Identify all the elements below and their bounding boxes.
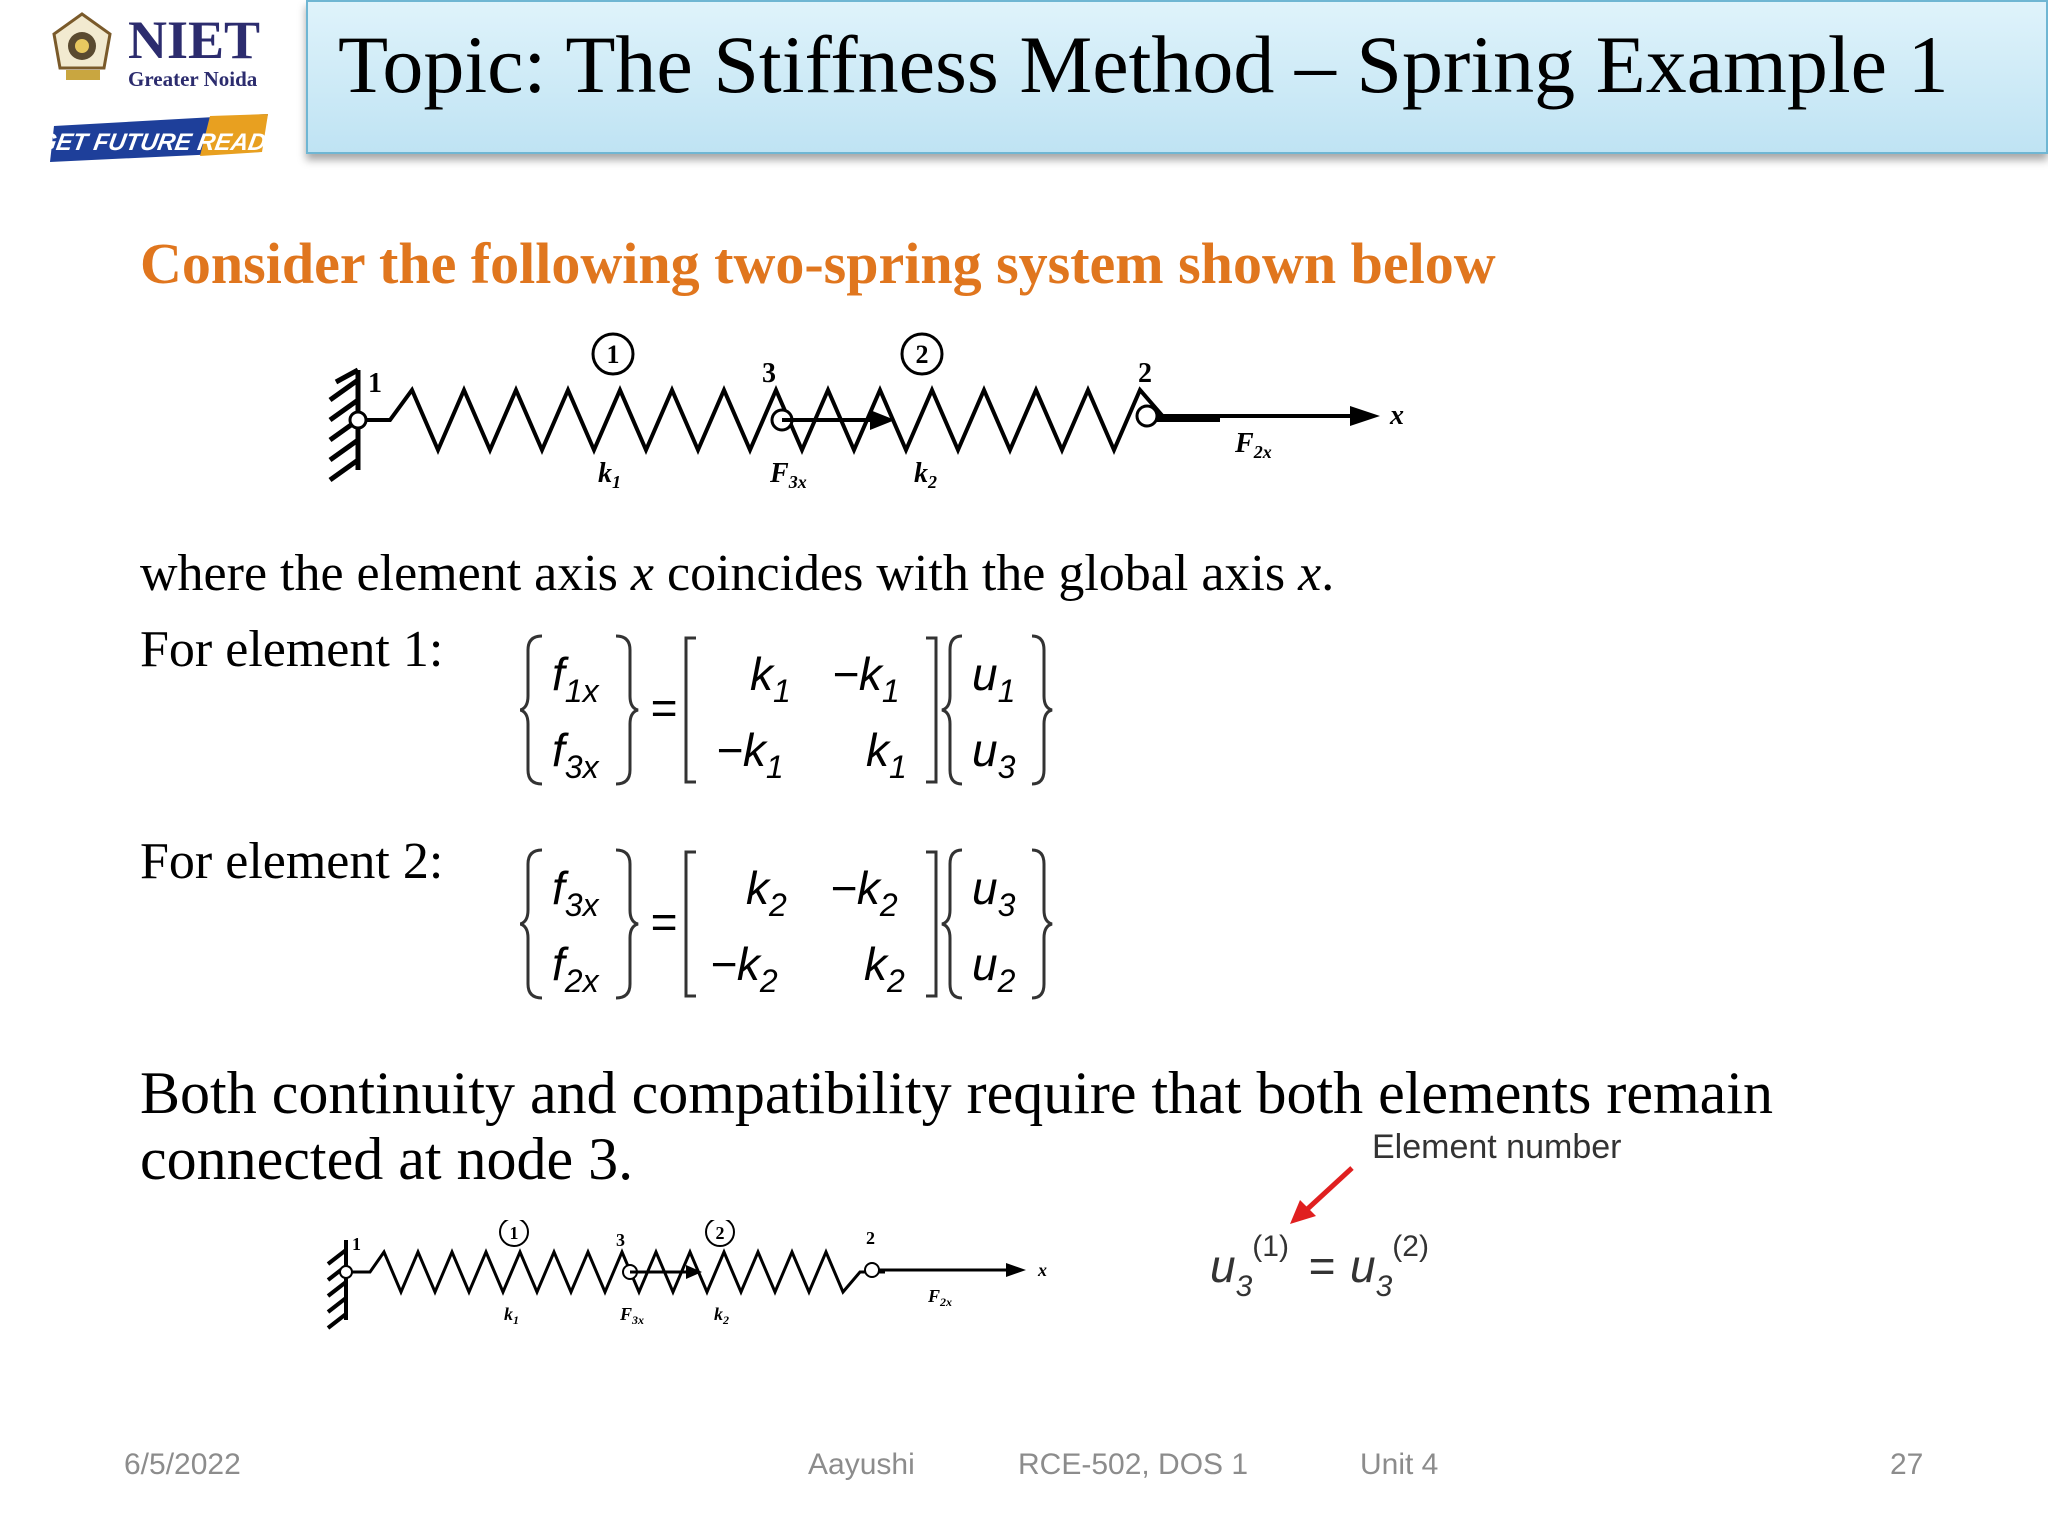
node-1-label: 1	[368, 368, 382, 399]
logo-name: NIET	[128, 10, 261, 70]
footer-course: RCE-502, DOS 1	[1018, 1448, 1249, 1481]
logo-location: Greater Noida	[128, 67, 258, 91]
element-1-label: For element 1:	[140, 621, 444, 678]
eq1-u-bot: $u_3$	[972, 724, 1016, 785]
eq2-f-top: $f_{3x}$	[552, 862, 599, 923]
svg-text:k1: $k_1$	[504, 1304, 519, 1327]
svg-text:F3x: $F_{3x}$	[620, 1304, 645, 1327]
f2x-label: $F_{2x}$	[1235, 428, 1272, 462]
footer-unit: Unit 4	[1360, 1448, 1439, 1481]
element-2-equation	[520, 844, 1060, 1004]
element-1-equation	[520, 630, 1060, 790]
eq1-m21: $-k_1$	[716, 724, 784, 785]
eq2-u-top: $u_3$	[972, 862, 1016, 923]
footer-author: Aayushi	[808, 1448, 915, 1481]
element-number-annotation: Element number	[1372, 1128, 1622, 1166]
eq2-u-bot: $u_2$	[972, 938, 1016, 999]
node-1-marker	[350, 412, 366, 428]
slide-title: Topic: The Stiffness Method – Spring Example 1	[338, 19, 1949, 110]
axis-x-label: x	[1390, 400, 1404, 431]
svg-text:F2x: $F_{2x}$	[928, 1286, 953, 1309]
svg-text:u3(2): $u_3^{(2)}$	[1350, 1230, 1429, 1303]
logo-tagline: GET FUTURE READY	[40, 129, 285, 156]
k1-label: $k_1$	[598, 458, 621, 492]
continuity-line-2: connected at node 3.	[140, 1126, 634, 1192]
x-axis-arrow	[1350, 406, 1380, 426]
continuity-line-1: Both continuity and compatibility require that both elements remain	[140, 1060, 1773, 1126]
eq2-m21: $-k_2$	[710, 938, 778, 999]
svg-text:1: 1	[606, 340, 620, 369]
eq1-u-top: $u_1$	[972, 648, 1016, 709]
niet-emblem-icon	[40, 6, 290, 176]
eq2-f-bot: $f_{2x}$	[552, 938, 599, 999]
svg-text:u3(1): $u_3^{(1)}$	[1210, 1230, 1289, 1303]
svg-text:2: 2	[715, 1223, 725, 1243]
title-banner	[306, 0, 2048, 154]
svg-text:1: 1	[509, 1223, 519, 1243]
slide-footer	[0, 1440, 2048, 1490]
svg-text:2: 2	[866, 1228, 875, 1248]
axis-statement: where the element axis x coincides with the global axis x.	[140, 545, 1335, 602]
two-spring-diagram-small	[320, 1220, 1060, 1340]
k2-label: $k_2$	[914, 458, 937, 492]
eq1-m12: $-k_1$	[832, 648, 900, 709]
element-2-label: For element 2:	[140, 833, 444, 890]
svg-text:2: 2	[915, 340, 929, 369]
eq1-m11: $k_1$	[750, 648, 791, 709]
svg-text:x: x	[1038, 1260, 1047, 1280]
niet-logo	[40, 6, 290, 176]
svg-text:1: 1	[352, 1234, 361, 1254]
eq1-f-top: $f_{1x}$	[552, 648, 599, 709]
eq1-equals: =	[650, 682, 677, 734]
eq2-m11: $k_2$	[746, 862, 787, 923]
svg-text:3: 3	[616, 1230, 625, 1250]
node-3-label: 3	[762, 358, 776, 389]
eq2-equals: =	[650, 896, 677, 948]
two-spring-diagram	[320, 330, 1440, 500]
node-2-marker	[1137, 406, 1157, 426]
footer-date: 6/5/2022	[124, 1448, 241, 1481]
footer-page-number: 27	[1890, 1448, 1924, 1481]
eq1-m22: $k_1$	[866, 724, 907, 785]
section-heading: Consider the following two-spring system shown below	[140, 231, 1496, 296]
svg-text:k2: $k_2$	[714, 1304, 729, 1327]
compatibility-equation	[1204, 1216, 1464, 1316]
eq1-f-bot: $f_{3x}$	[552, 724, 599, 785]
svg-text:=: =	[1308, 1240, 1335, 1292]
node-2-label: 2	[1138, 358, 1152, 389]
eq2-m12: $-k_2$	[830, 862, 898, 923]
f3x-label: $F_{3x}$	[770, 458, 807, 492]
eq2-m22: $k_2$	[864, 938, 905, 999]
